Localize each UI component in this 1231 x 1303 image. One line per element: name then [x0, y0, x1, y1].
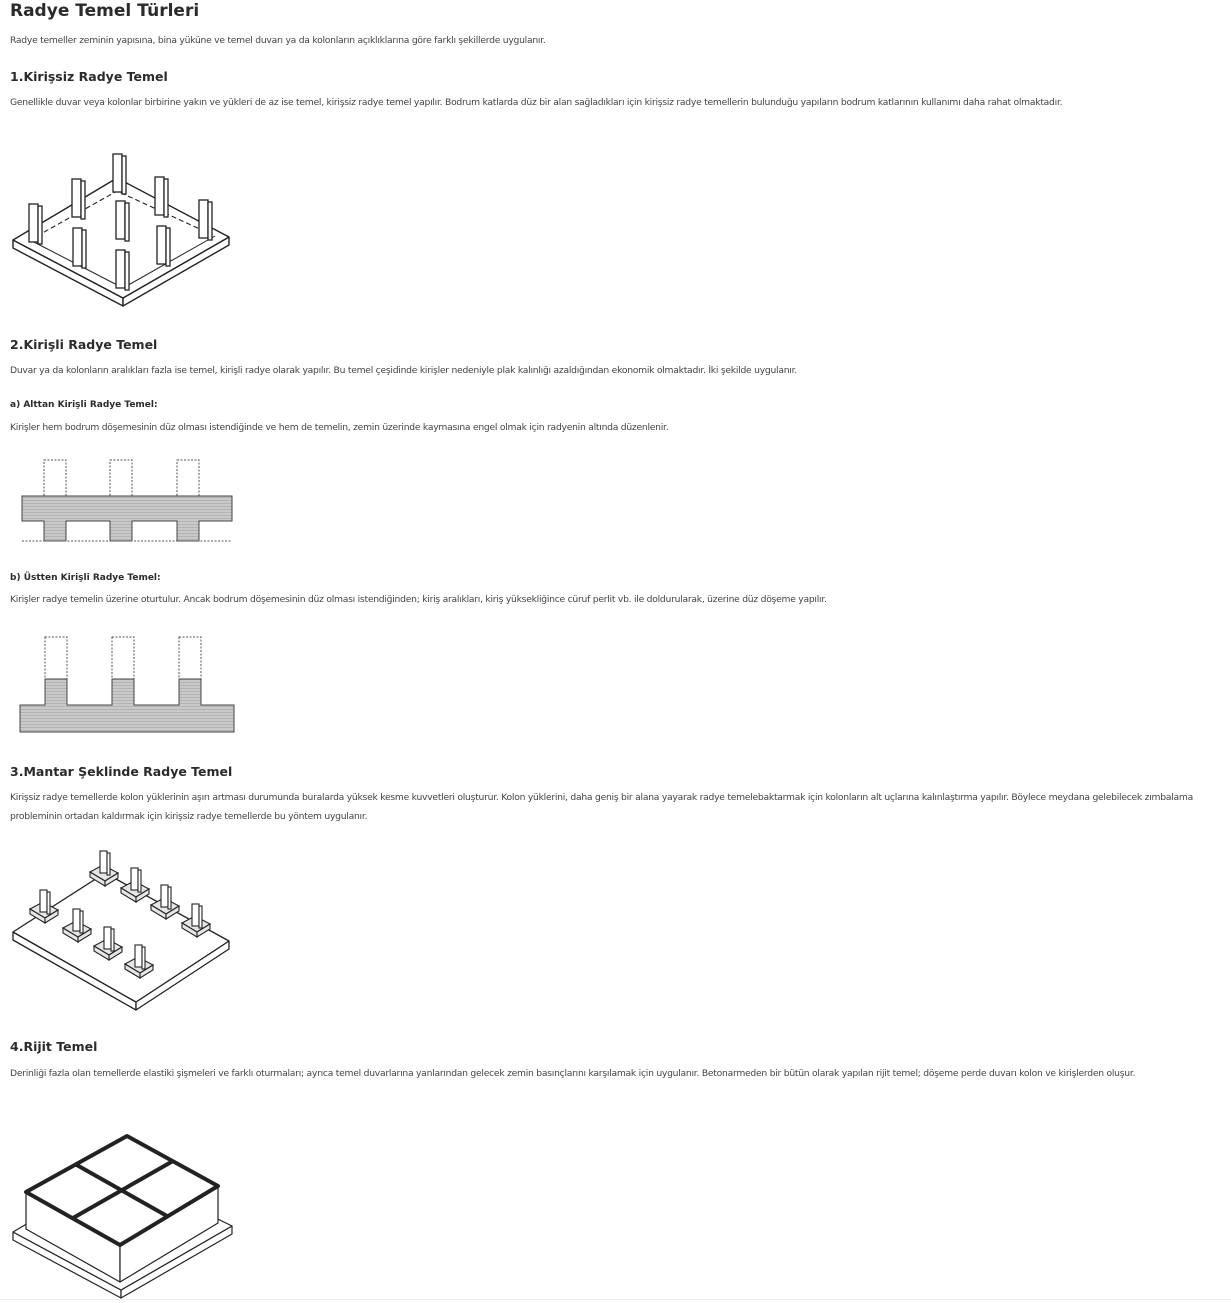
figure-alttan-kirisli — [20, 458, 236, 546]
section-4-heading: 4.Rijit Temel — [10, 1039, 98, 1054]
figure-rijit-temel — [10, 1128, 238, 1300]
section-3-heading: 3.Mantar Şeklinde Radye Temel — [10, 764, 233, 779]
section-3-text: Kirişsiz radye temellerde kolon yüklerinin aşırı artması durumunda buralarda yüksek kesme kuvvetleri oluşturur. Kolon yüklerini, daha geniş bir alana yayarak radye temelebaktarmak için kolonların alt uçlarına kalınlaştırma yapılır. Böylece meydana gelebilecek zımbalama probleminin ortadan kaldırmak için kirişsiz radye temellerde bu yöntem uygulanır. — [10, 792, 1193, 822]
figure-kirissiz-radye — [10, 148, 234, 316]
section-2-text: Duvar ya da kolonların aralıkları fazla ise temel, kirişli radye olarak yapılır. Bu temel çeşidinde kirişler nedeniyle plak kalınlığı azaldığından ekonomik olmaktadır. İki şekilde uygulanır. — [10, 365, 797, 376]
subsection-a-heading: a) Alttan Kirişli Radye Temel: — [10, 400, 158, 410]
page-title: Radye Temel Türleri — [10, 1, 200, 21]
section-4-text: Derinliği fazla olan temellerde elastiki şişmeleri ve farklı oturmaları; ayrıca temel duvarlarına yanlarından gelecek zemin basınçlarını karşılamak için uygulanır. Betonarmeden bir bütün olarak yapılan rijit temel; döşeme perde duvarı kolon ve kirişlerden oluşur. — [10, 1068, 1136, 1079]
section-1-text: Genellikle duvar veya kolonlar birbirine yakın ve yükleri de az ise temel, kirişsiz radye temel yapılır. Bodrum katlarda düz bir alan sağladıkları için kirişsiz radye temellerin bulunduğu yapıların bodrum katlarının kullanımı daha rahat olmaktadır. — [10, 97, 1063, 108]
intro-paragraph: Radye temeller zeminin yapısına, bina yüküne ve temel duvarı ya da kolonların açıklıklarına göre farklı şekillerde uygulanır. — [10, 35, 546, 46]
figure-mantar-radye — [10, 848, 234, 1014]
section-1-heading: 1.Kirişsiz Radye Temel — [10, 69, 168, 84]
bottom-divider — [0, 1299, 1231, 1300]
section-2-heading: 2.Kirişli Radye Temel — [10, 337, 158, 352]
subsection-a-text: Kirişler hem bodrum döşemesinin düz olması istendiğinde ve hem de temelin, zemin üzerinde kaymasına engel olmak için radyenin altında düzenlenir. — [10, 422, 669, 433]
subsection-b-heading: b) Üstten Kirişli Radye Temel: — [10, 573, 161, 583]
subsection-b-text: Kirişler radye temelin üzerine oturtulur. Ancak bodrum döşemesinin düz olması istendiğinden; kiriş aralıkları, kiriş yüksekliğince cüruf perlit vb. ile doldurularak, üzerine düz döşeme yapılır. — [10, 594, 827, 605]
figure-ustten-kirisli — [18, 634, 238, 736]
